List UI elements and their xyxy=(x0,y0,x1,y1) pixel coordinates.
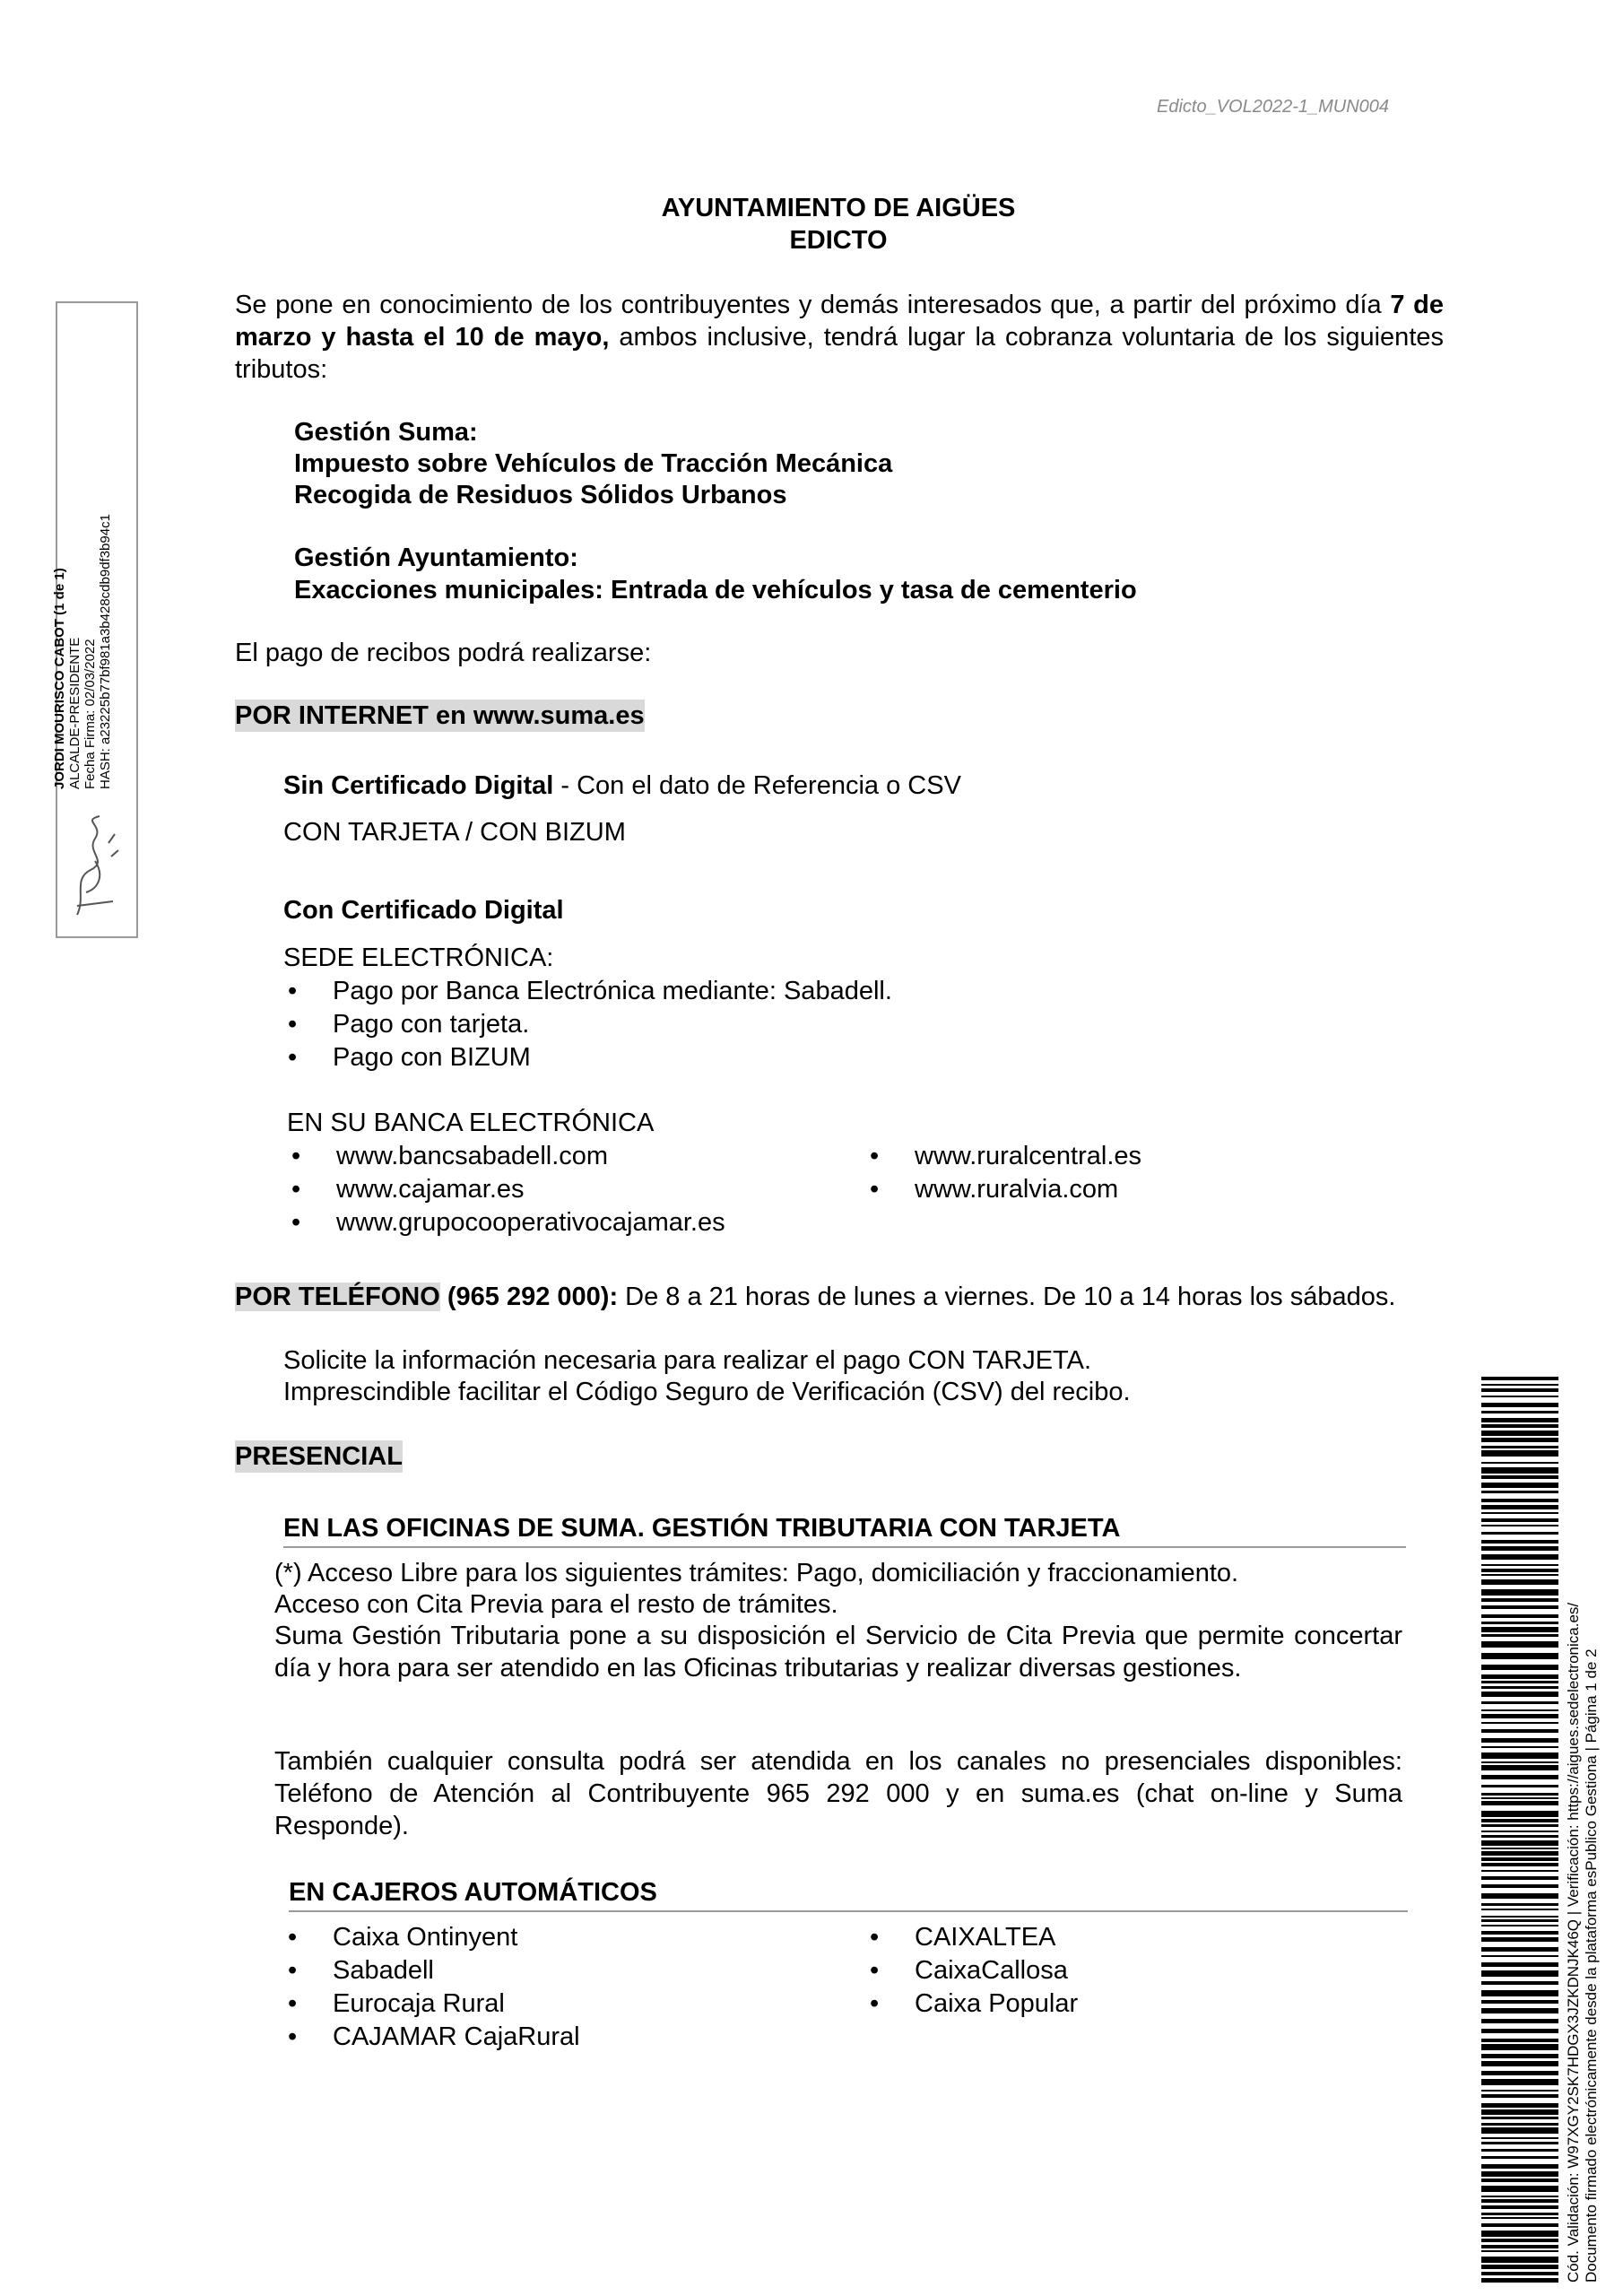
list-item: • CAIXALTEA xyxy=(867,1921,1078,1954)
banca-electronica-label: EN SU BANCA ELECTRÓNICA xyxy=(287,1109,655,1137)
list-item: • Pago con BIZUM xyxy=(285,1041,892,1074)
consultas-paragraph: También cualquier consulta podrá ser atendida en los canales no presenciales disponibles: Teléfono de Atención al Contribuyente 965 292 000 y en suma.es (chat on-line y Suma Responde). xyxy=(274,1747,1402,1840)
cita-previa-line: Acceso con Cita Previa para el resto de trámites. xyxy=(274,1590,838,1619)
signer-role: ALCALDE-PRESIDENTE xyxy=(67,637,82,789)
list-item: • Eurocaja Rural xyxy=(285,1987,580,2021)
signature-date: Fecha Firma: 02/03/2022 xyxy=(82,639,98,789)
edict-title: EDICTO xyxy=(789,226,888,255)
list-item: • www.ruralcentral.es xyxy=(867,1140,1141,1173)
signer-name: JORDI MOURISCO CABOT (1 de 1) xyxy=(52,568,67,789)
signature-info xyxy=(52,493,113,789)
cita-previa-paragraph: Suma Gestión Tributaria pone a su disposición el Servicio de Cita Previa que permite concertar día y hora para ser atendido en las Oficinas tributarias y realizar diversas gestiones. xyxy=(274,1622,1402,1683)
intro-paragraph: Se pone en conocimiento de los contribuyentes y demás interesados que, a partir del próximo día 7 de marzo y hasta el 10 de mayo, ambos inclusive, tendrá lugar la cobranza voluntaria de los siguientes tributos: xyxy=(235,291,1444,384)
cajeros-list-right xyxy=(867,1921,1078,2021)
gestion-suma-heading: Gestión Suma: xyxy=(294,418,478,447)
sede-list xyxy=(285,975,892,1074)
list-item: • www.cajamar.es xyxy=(289,1173,725,1206)
telefono-csv-line: Imprescindible facilitar el Código Seguro de Verificación (CSV) del recibo. xyxy=(283,1378,1131,1406)
cajeros-list-left xyxy=(285,1921,580,2054)
municipality-title: AYUNTAMIENTO DE AIGÜES xyxy=(661,194,1016,222)
tributo-item: Exacciones municipales: Entrada de vehículos y tasa de cementerio xyxy=(294,576,1137,604)
list-item: • CaixaCallosa xyxy=(867,1954,1078,1987)
handwritten-signature xyxy=(59,807,131,924)
con-certificado-heading: Con Certificado Digital xyxy=(283,896,564,925)
telefono-paragraph: POR TELÉFONO (965 292 000): De 8 a 21 horas de lunes a viernes. De 10 a 14 horas los sábados. xyxy=(235,1283,1396,1311)
platform-note: Documento firmado electrónicamente desde la plataforma esPublico Gestiona | Página 1 de 2 xyxy=(1583,1648,1600,2283)
list-item: • Pago con tarjeta. xyxy=(285,1008,892,1041)
banca-list-left xyxy=(289,1140,725,1239)
gestion-ayuntamiento-heading: Gestión Ayuntamiento: xyxy=(294,544,578,572)
list-item: • Pago por Banca Electrónica mediante: Sabadell. xyxy=(285,975,892,1008)
tributo-item: Recogida de Residuos Sólidos Urbanos xyxy=(294,481,787,509)
telefono-heading: POR TELÉFONO xyxy=(235,1283,440,1311)
document-reference: Edicto_VOL2022-1_MUN004 xyxy=(1157,97,1390,117)
presencial-heading: PRESENCIAL xyxy=(235,1442,403,1471)
tarjeta-bizum-line: CON TARJETA / CON BIZUM xyxy=(283,818,626,847)
signature-hash: HASH: a23225b77bf981a3b428cdb9df3b94c1 xyxy=(98,514,113,789)
oficinas-heading: EN LAS OFICINAS DE SUMA. GESTIÓN TRIBUTARIA CON TARJETA xyxy=(283,1512,1406,1548)
list-item: • CAJAMAR CajaRural xyxy=(285,2021,580,2054)
payment-intro: El pago de recibos podrá realizarse: xyxy=(235,639,652,667)
cajeros-heading: EN CAJEROS AUTOMÁTICOS xyxy=(289,1876,1408,1912)
internet-heading: POR INTERNET en www.suma.es xyxy=(235,701,645,730)
list-item: • Caixa Popular xyxy=(867,1987,1078,2021)
list-item: • Sabadell xyxy=(285,1954,580,1987)
acceso-libre-line: (*) Acceso Libre para los siguientes trámites: Pago, domiciliación y fraccionamiento. xyxy=(274,1559,1239,1587)
sede-electronica-label: SEDE ELECTRÓNICA: xyxy=(283,944,554,972)
sin-certificado-line: Sin Certificado Digital - Con el dato de Referencia o CSV xyxy=(283,771,961,800)
tributo-item: Impuesto sobre Vehículos de Tracción Mecánica xyxy=(294,449,893,478)
telefono-tarjeta-line: Solicite la información necesaria para realizar el pago CON TARJETA. xyxy=(283,1346,1091,1375)
verification-text xyxy=(1565,1475,1601,2283)
list-item: • www.ruralvia.com xyxy=(867,1173,1141,1206)
collection-dates: 7 de marzo y hasta el 10 de mayo, xyxy=(235,291,1444,352)
list-item: • www.grupocooperativocajamar.es xyxy=(289,1206,725,1239)
list-item: • www.bancsabadell.com xyxy=(289,1140,725,1173)
list-item: • Caixa Ontinyent xyxy=(285,1921,580,1954)
banca-list-right xyxy=(867,1140,1141,1206)
barcode-icon xyxy=(1481,1377,1558,2283)
validation-code: Cód. Validación: W97XGY2SK7HDGX3JZKDNJK46Q | Verificación: https://aigues.sedelectronica.es/ xyxy=(1565,1602,1582,2283)
